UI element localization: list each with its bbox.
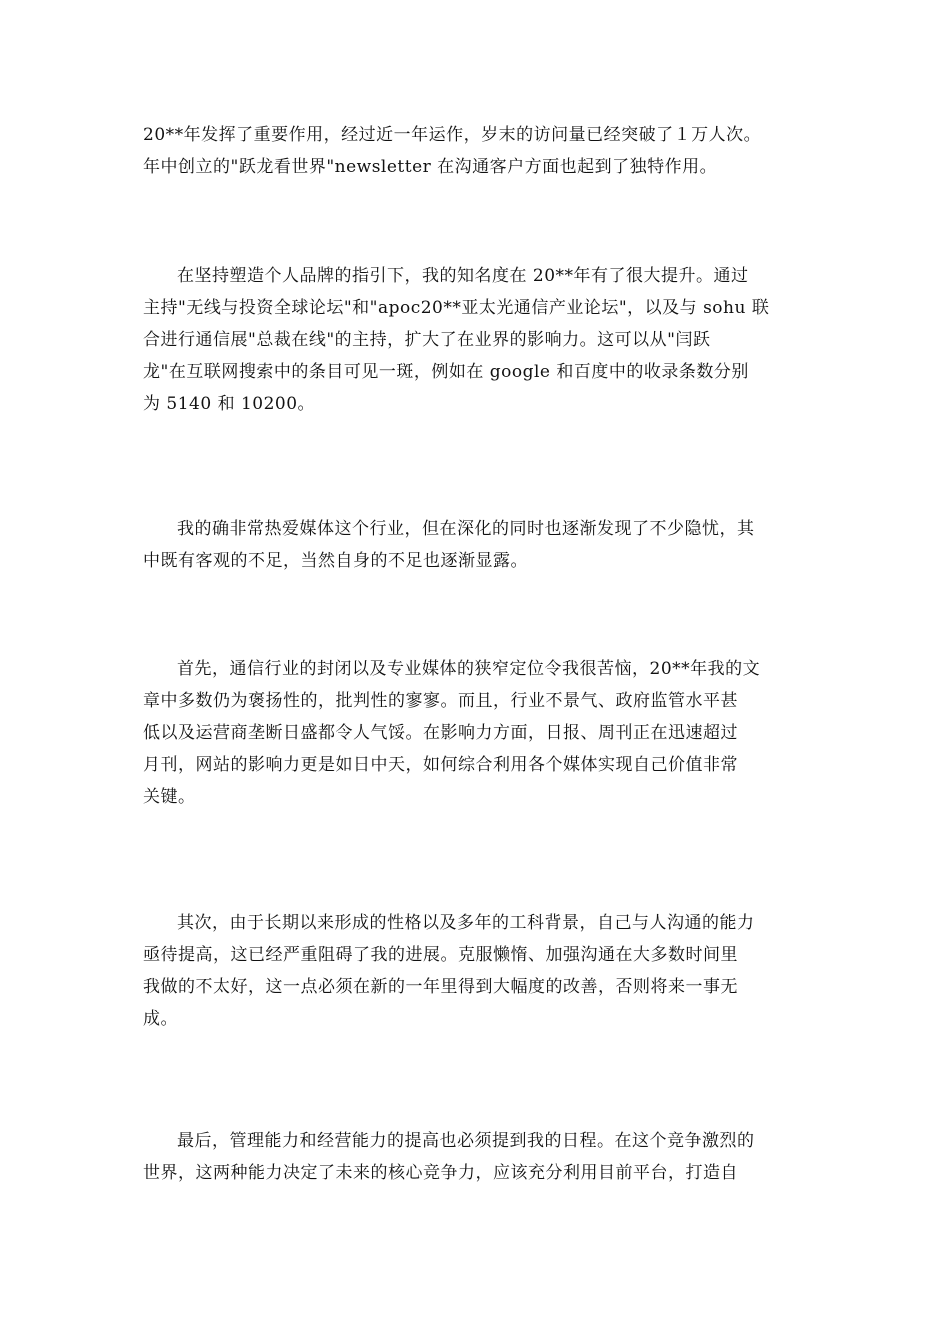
paragraph-6 — [143, 1125, 807, 1189]
text-line: 在坚持塑造个人品牌的指引下，我的知名度在 20**年有了很大提升。通过 — [177, 266, 749, 286]
text-line: 亟待提高，这已经严重阻碍了我的进展。克服懒惰、加强沟通在大多数时间里 — [143, 945, 738, 965]
text-line: 世界，这两种能力决定了未来的核心竞争力，应该充分利用目前平台，打造自 — [143, 1163, 738, 1183]
text-line: 中既有客观的不足，当然自身的不足也逐渐显露。 — [143, 551, 528, 571]
paragraph-1 — [143, 119, 807, 183]
paragraph-2 — [143, 260, 807, 420]
text-line: 月刊，网站的影响力更是如日中天，如何综合利用各个媒体实现自己价值非常 — [143, 755, 738, 775]
text-line: 为 5140 和 10200。 — [143, 394, 316, 414]
text-line: 合进行通信展"总裁在线"的主持，扩大了在业界的影响力。这可以从"闫跃 — [143, 330, 711, 350]
paragraph-3 — [143, 513, 807, 577]
text-line: 首先，通信行业的封闭以及专业媒体的狭窄定位令我很苦恼，20**年我的文 — [177, 659, 761, 679]
text-line: 我的确非常热爱媒体这个行业，但在深化的同时也逐渐发现了不少隐忧，其 — [177, 519, 755, 539]
text-line: 成。 — [143, 1009, 178, 1029]
paragraph-4 — [143, 653, 807, 813]
text-line: 我做的不太好，这一点必须在新的一年里得到大幅度的改善，否则将来一事无 — [143, 977, 738, 997]
text-line: 龙"在互联网搜索中的条目可见一斑，例如在 google 和百度中的收录条数分别 — [143, 362, 749, 382]
text-line: 主持"无线与投资全球论坛"和"apoc20**亚太光通信产业论坛"，以及与 sohu 联 — [143, 298, 770, 318]
paragraph-5 — [143, 907, 807, 1035]
text-line: 其次，由于长期以来形成的性格以及多年的工科背景，自己与人沟通的能力 — [177, 913, 755, 933]
text-line: 章中多数仍为褒扬性的，批判性的寥寥。而且，行业不景气、政府监管水平甚 — [143, 691, 738, 711]
text-line: 年中创立的"跃龙看世界"newsletter 在沟通客户方面也起到了独特作用。 — [143, 157, 718, 177]
text-line: 20**年发挥了重要作用，经过近一年运作，岁末的访问量已经突破了１万人次。 — [143, 125, 762, 145]
text-line: 最后，管理能力和经营能力的提高也必须提到我的日程。在这个竞争激烈的 — [177, 1131, 755, 1151]
text-line: 低以及运营商垄断日盛都令人气馁。在影响力方面，日报、周刊正在迅速超过 — [143, 723, 738, 743]
text-line: 关键。 — [143, 787, 196, 807]
